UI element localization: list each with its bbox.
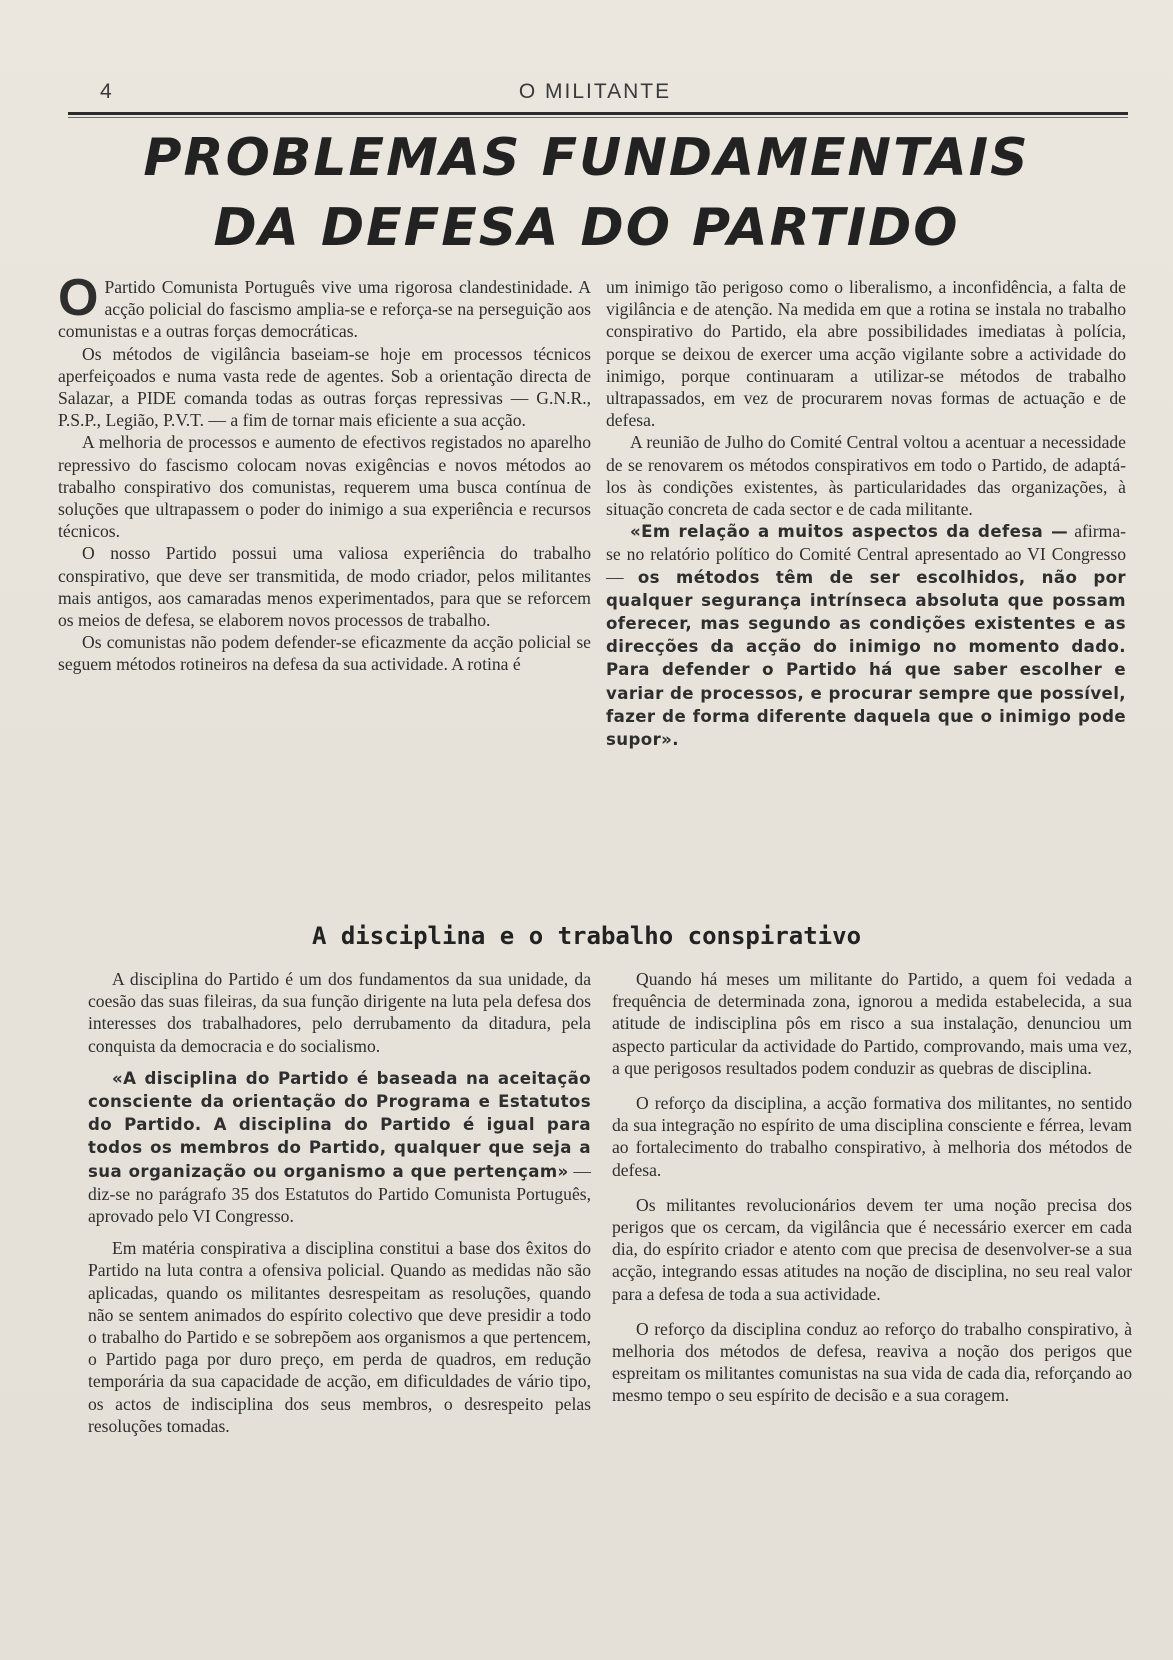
article-title-line-1: PROBLEMAS FUNDAMENTAIS [143, 128, 1030, 188]
paragraph: Quando há meses um militante do Partido, a quem foi vedada a frequência de determinada zona, ignorou a medida estabelecida, a sua atitude de indisciplina pôs em risco a sua instalação, denunciou um aspecto particular da actividade do Partido, comprovando, mais uma vez, a que perigosos resultados podem conduzir as quebras de disciplina. [612, 969, 1132, 1078]
header-rule-thin [68, 117, 1128, 118]
column-1 [58, 269, 591, 676]
quote-paragraph: «A disciplina do Partido é baseada na aceitação consciente da orientação do Programa e Estatutos do Partido. A disciplina do Partido é igual para todos os membros do Partido, qualquer que seja a sua organização ou organismo a que pertençam» — diz-se no parágrafo 35 dos Estatutos do Partido Comunista Português, aprovado pelo VI Congresso. [88, 1068, 591, 1227]
paragraph: Os militantes revolucionários devem ter uma noção precisa dos perigos que os cercam, da vigilância que é necessário exercer em cada dia, do espírito criador e atento com que precisa de desenvolver-se a sua acção, integrando essas atitudes na noção de disciplina, no seu real valor para a defesa de toda a sua actividade. [612, 1194, 1132, 1304]
section-subheading: A disciplina e o trabalho conspirativo [311, 922, 862, 950]
paragraph: Em matéria conspirativa a disciplina constitui a base dos êxitos do Partido na luta contra a ofensiva policial. Quando as medidas não são aplicadas, quando os militantes desrespeitam as resoluções, quando não se sentem animados do espírito colectivo que deve presidir a todo o trabalho do Partido e se sobrepõem aos organismos a que pertencem, o Partido paga por duro preço, em perda de quadros, em redução temporária da sua capacidade de acção, em dificuldades de vário tipo, os actos de indisciplina dos seus membros, o desrespeito pelas resoluções tomadas. [88, 1238, 591, 1436]
quote-paragraph: «Em relação a muitos aspectos da defesa — afirma-se no relatório político do Comité Central apresentado ao VI Congresso — os métodos têm de ser escolhidos, não por qualquer segurança intrínseca absoluta que possam oferecer, mas segundo as condições existentes e as direcções da acção do inimigo no momento dado. Para defender o Partido há que saber escolher e variar de processos, e procurar sempre que possível, fazer de forma diferente daquela que o inimigo pode supor». [606, 521, 1126, 750]
header-rule [68, 112, 1128, 115]
column-3 [88, 968, 591, 1437]
column-4 [612, 968, 1132, 1407]
paragraph: Os comunistas não podem defender-se eficazmente da acção policial se seguem métodos rotineiros na defesa da sua actividade. A rotina é [58, 632, 591, 675]
drop-cap: O [58, 269, 99, 327]
publication-name: O MILITANTE [518, 80, 672, 103]
paragraph: Os métodos de vigilância baseiam-se hoje em processos técnicos aperfeiçoados e numa vasta rede de agentes. Sob a orientação directa de Salazar, a PIDE comanda todas as outras forças repressivas — G.N.R., P.S.P., Legião, P.V.T. — a fim de tornar mais eficiente a sua acção. [58, 343, 591, 431]
paragraph: O reforço da disciplina, a acção formativa dos militantes, no sentido da sua integração no espírito de uma disciplina consciente e férrea, levam ao fortalecimento do trabalho conspirativo, à melhoria dos métodos de defesa. [612, 1093, 1132, 1180]
paragraph: O reforço da disciplina conduz ao reforço do trabalho conspirativo, à melhoria dos métodos de defesa, reaviva a noção dos perigos que espreitam os militantes comunistas na sua vida de cada dia, reforçando ao mesmo tempo o seu espírito de decisão e a sua coragem. [612, 1318, 1132, 1406]
paragraph: A reunião de Julho do Comité Central voltou a acentuar a necessidade de se renovarem os métodos conspirativos em todo o Partido, de adaptá-los às condições existentes, às particularidades das organizações, à situação concreta de cada sector e de cada militante. [606, 432, 1126, 520]
article-title-line-2: DA DEFESA DO PARTIDO [213, 198, 960, 258]
paragraph: O nosso Partido possui uma valiosa experiência do trabalho conspirativo, que deve ser transmitida, de modo criador, pelos militantes mais antigos, aos camaradas menos experimentados, para que se reforcem os meios de defesa, se elaborem novos processos de trabalho. [58, 543, 591, 631]
column-2 [606, 276, 1126, 751]
paragraph: A melhoria de processos e aumento de efectivos registados no aparelho repressivo do fascismo colocam novas exigências e novos métodos ao trabalho conspirativo dos comunistas, requerem uma busca contínua de soluções que ultrapassem o poder do inimigo a sua experiência e recursos técnicos. [58, 432, 591, 542]
paragraph: O Partido Comunista Português vive uma rigorosa clandestinidade. A acção policial do fascismo amplia-se e reforça-se na perseguição aos comunistas e a outras forças democráticas. [58, 269, 591, 342]
paragraph: A disciplina do Partido é um dos fundamentos da sua unidade, da coesão das suas fileiras, da sua função dirigente na luta pela defesa dos interesses dos trabalhadores, pelo derrubamento da ditadura, pela conquista da democracia e do socialismo. [88, 969, 591, 1056]
paragraph: um inimigo tão perigoso como o liberalismo, a inconfidência, a falta de vigilância e de atenção. Na medida em que a rotina se instala no trabalho conspirativo do Partido, ela abre possibilidades imediatas à polícia, porque se deixou de exercer uma acção vigilante sobre a actividade do inimigo, porque continuaram a utilizar-se métodos de trabalho ultrapassados, em vez de procurarem novas formas de actuação e de defesa. [606, 277, 1126, 431]
page-number: 4 [100, 80, 112, 103]
page-header [60, 78, 1130, 106]
